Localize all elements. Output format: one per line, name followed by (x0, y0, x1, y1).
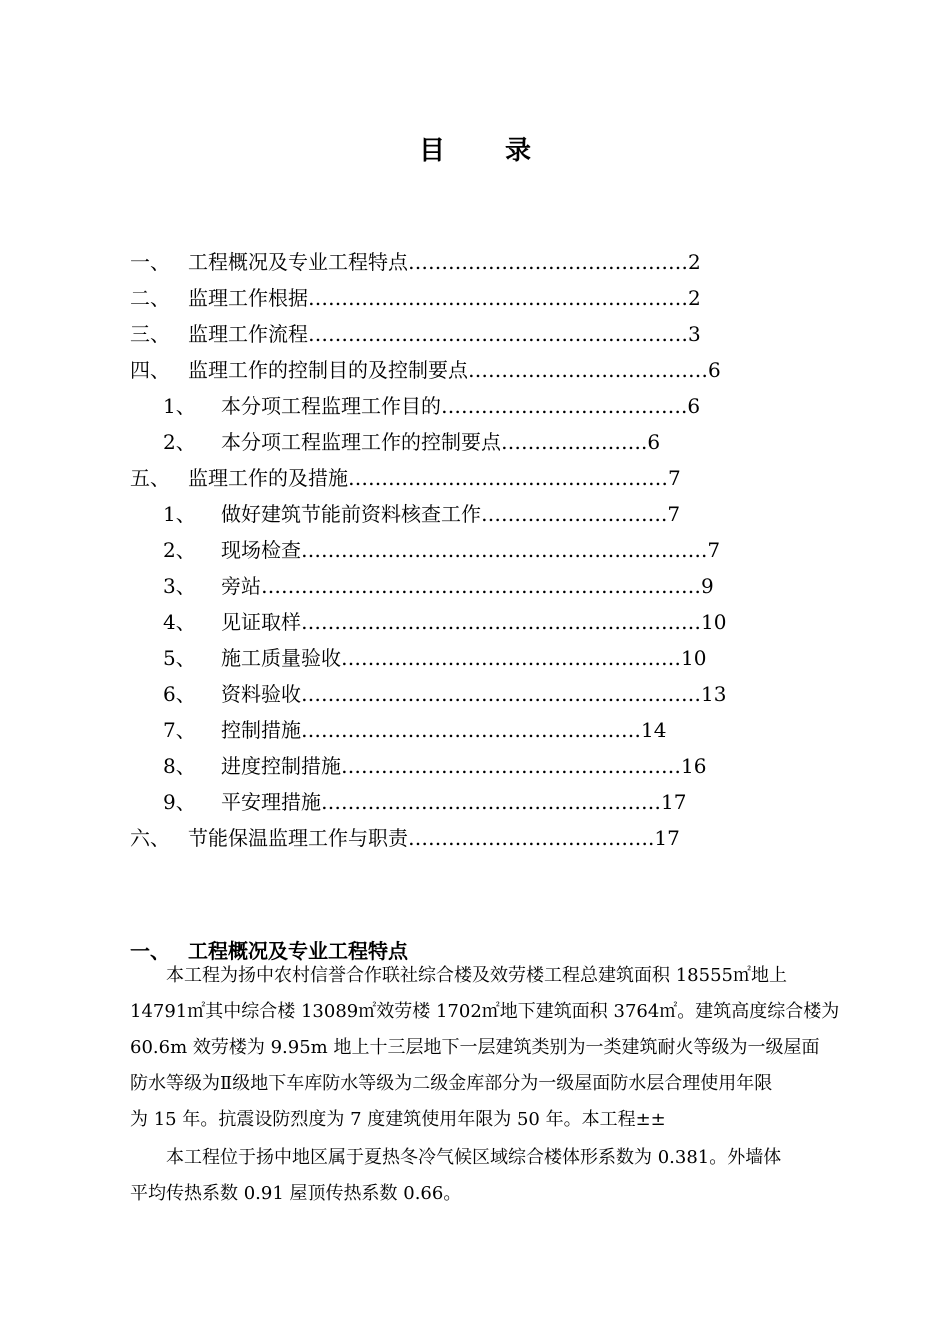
toc-entry-text: 监理工作的控制目的及控制要点………………………………6 (188, 358, 721, 382)
toc-entry-number: 一、 (130, 250, 170, 274)
toc-entry-text: 控制措施……………………………………………14 (221, 718, 667, 742)
toc-entry-text: 监理工作的及措施…………………………………………7 (188, 466, 681, 490)
toc-entry-number: 五、 (130, 466, 170, 490)
title-char-1: 目 (418, 136, 445, 166)
toc-entry-number: 二、 (130, 286, 170, 310)
toc-entry-number: 9、 (163, 790, 196, 814)
paragraph-line: 本工程位于扬中地区属于夏热冬冷气候区域综合楼体形系数为 0.381。外墙体 (130, 1147, 782, 1168)
toc-entry-text: 本分项工程监理工作的控制要点………………….6 (221, 430, 661, 454)
toc-entry-number: 3、 (163, 574, 196, 598)
toc-entry-text: 平安理措施……………………………………………17 (221, 790, 687, 814)
toc-entry-text: 进度控制措施……………………………………………16 (221, 754, 707, 778)
paragraph-line: 为 15 年。抗震设防烈度为 7 度建筑使用年限为 50 年。本工程±± (130, 1109, 666, 1130)
toc-entry-text: 做好建筑节能前资料核查工作……………………….7 (221, 502, 681, 526)
toc-entry-text: 见证取样……………………………………………………10 (221, 610, 727, 634)
toc-entry-number: 1、 (163, 394, 196, 418)
toc-entry-text: 现场检查…………………………………………………….7 (221, 538, 721, 562)
toc-entry-text: 工程概况及专业工程特点……………………………………2 (188, 250, 701, 274)
toc-entry-text: 监理工作流程…………………………………………………3 (188, 322, 701, 346)
paragraph-line: 平均传热系数 0.91 屋顶传热系数 0.66。 (130, 1183, 462, 1204)
paragraph-climate (130, 1140, 835, 1212)
toc-entry-number: 1、 (163, 502, 196, 526)
toc-entry-text: 施工质量验收……………………………………………10 (221, 646, 707, 670)
toc-entry-text: 节能保温监理工作与职责……………………………….17 (188, 826, 680, 850)
page-title (0, 130, 950, 167)
toc-entry-number: 5、 (163, 646, 196, 670)
toc-entry-number: 2、 (163, 538, 196, 562)
toc-entry-number: 三、 (130, 322, 170, 346)
title-char-2: 录 (505, 136, 532, 166)
paragraph-line: 60.6m 效劳楼为 9.95m 地上十三层地下一层建筑类别为一类建筑耐火等级为一级屋面 (130, 1037, 820, 1058)
paragraph-line: 防水等级为Ⅱ级地下车库防水等级为二级金库部分为一级屋面防水层合理使用年限 (130, 1073, 773, 1094)
toc-entry-text: 本分项工程监理工作目的……………………………….6 (221, 394, 701, 418)
section-title: 工程概况及专业工程特点 (188, 939, 408, 963)
section-number: 一、 (130, 939, 170, 963)
toc-entry-number: 7、 (163, 718, 196, 742)
toc-entry-text: 旁站…………………………………………………………9 (221, 574, 714, 598)
toc-entry-number: 8、 (163, 754, 196, 778)
toc-entry-number: 六、 (130, 826, 170, 850)
toc-entry-number: 6、 (163, 682, 196, 706)
toc-entry-number: 2、 (163, 430, 196, 454)
toc-entry-number: 4、 (163, 610, 196, 634)
toc-entry-number: 四、 (130, 358, 170, 382)
paragraph-line: 14791㎡其中综合楼 13089㎡效劳楼 1702㎡地下建筑面积 3764㎡。建筑高度综合楼为 (130, 1001, 840, 1022)
toc-entry-text: 资料验收……………………………………………………13 (221, 682, 727, 706)
toc-entry-text: 监理工作根据…………………………………………………2 (188, 286, 701, 310)
paragraph-project-overview (130, 958, 840, 1138)
paragraph-line: 本工程为扬中农村信誉合作联社综合楼及效劳楼工程总建筑面积 18555㎡地上 (130, 965, 787, 986)
